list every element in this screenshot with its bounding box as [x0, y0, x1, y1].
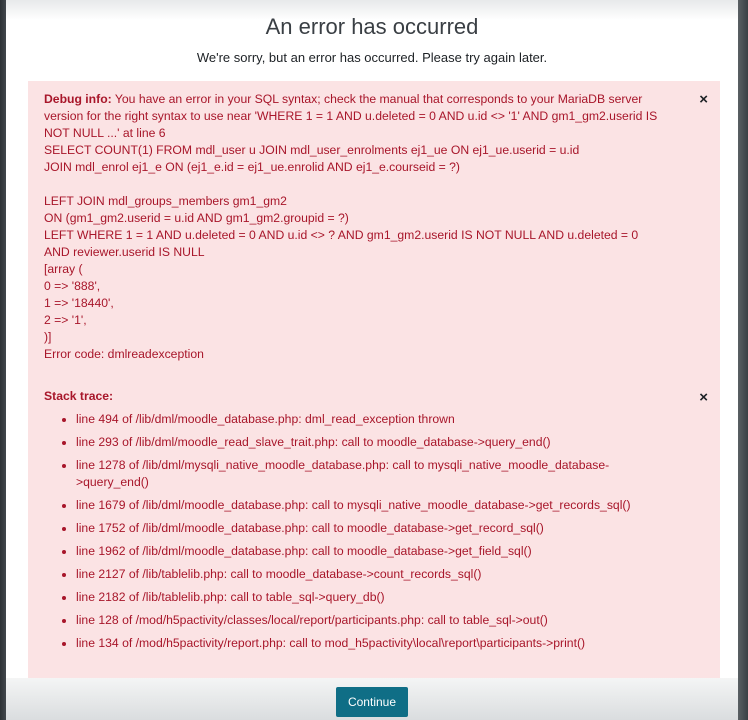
page-title: An error has occurred — [265, 14, 479, 39]
stack-trace-item: • line 134 of /mod/h5pactivity/report.php: call to mod_h5pactivity\local\report\participants->print() — [76, 632, 680, 655]
continue-button[interactable]: Continue — [336, 687, 408, 717]
stack-trace-item: • line 128 of /mod/h5pactivity/classes/local/report/participants.php: call to table_sql->out() — [76, 609, 680, 632]
error-page — [6, 0, 738, 720]
stack-trace-item: • line 1278 of /lib/dml/mysqli_native_moodle_database.php: call to mysqli_native_moodle_database->query_end() — [76, 454, 680, 494]
window-frame-right — [738, 0, 748, 720]
stack-trace-item: • line 2127 of /lib/tablelib.php: call to moodle_database->count_records_sql() — [76, 563, 680, 586]
stack-trace-item: • line 293 of /lib/dml/moodle_read_slave_trait.php: call to moodle_database->query_end() — [76, 431, 680, 454]
debug-info-label: Debug info: — [44, 92, 112, 106]
stack-trace-item: • line 2182 of /lib/tablelib.php: call to table_sql->query_db() — [76, 586, 680, 609]
close-icon[interactable]: × — [699, 389, 708, 406]
stack-trace-label: Stack trace: — [44, 389, 114, 403]
close-icon[interactable]: × — [699, 91, 708, 108]
stack-trace-item: • line 1752 of /lib/dml/moodle_database.php: call to moodle_database->get_record_sql() — [76, 517, 680, 540]
stack-trace-list — [44, 408, 680, 655]
stack-trace-alert — [28, 378, 720, 678]
debug-info-alert — [28, 81, 720, 378]
debug-info-message: You have an error in your SQL syntax; check the manual that corresponds to your MariaDB server version for the right syntax to use near 'WHERE 1 = 1 AND u.deleted = 0 AND u.id <> '1' AND gm1_gm2.userid IS NOT NULL ...' at line 6 SELECT COUNT(1) FROM mdl_user u JOIN mdl_user_enrolments ej1_ue ON ej1_ue.userid = u.id JOIN mdl_enrol ej1_e ON (ej1_e.id = ej1_ue.enrolid AND ej1_e.courseid = ?) LEFT JOIN mdl_groups_members gm1_gm2 ON (gm1_gm2.userid = u.id AND gm1_gm2.groupid = ?) LEFT WHERE 1 = 1 AND u.deleted = 0 AND u.id <> ? AND gm1_gm2.userid IS NOT NULL AND u.deleted = 0 AND reviewer.userid IS NULL [array ( 0 => '888', 1 => '18440', 2 => '1', )] Error code: dmlreadexception — [44, 92, 658, 361]
page-subtitle: We're sorry, but an error has occurred. Please try again later. — [196, 50, 548, 65]
stack-trace-item: • line 1962 of /lib/dml/moodle_database.php: call to moodle_database->get_field_sql() — [76, 540, 680, 563]
stack-trace-item: • line 1679 of /lib/dml/moodle_database.php: call to mysqli_native_moodle_database->get_records_sql() — [76, 494, 680, 517]
stack-trace-item: • line 494 of /lib/dml/moodle_database.php: dml_read_exception thrown — [76, 408, 680, 431]
